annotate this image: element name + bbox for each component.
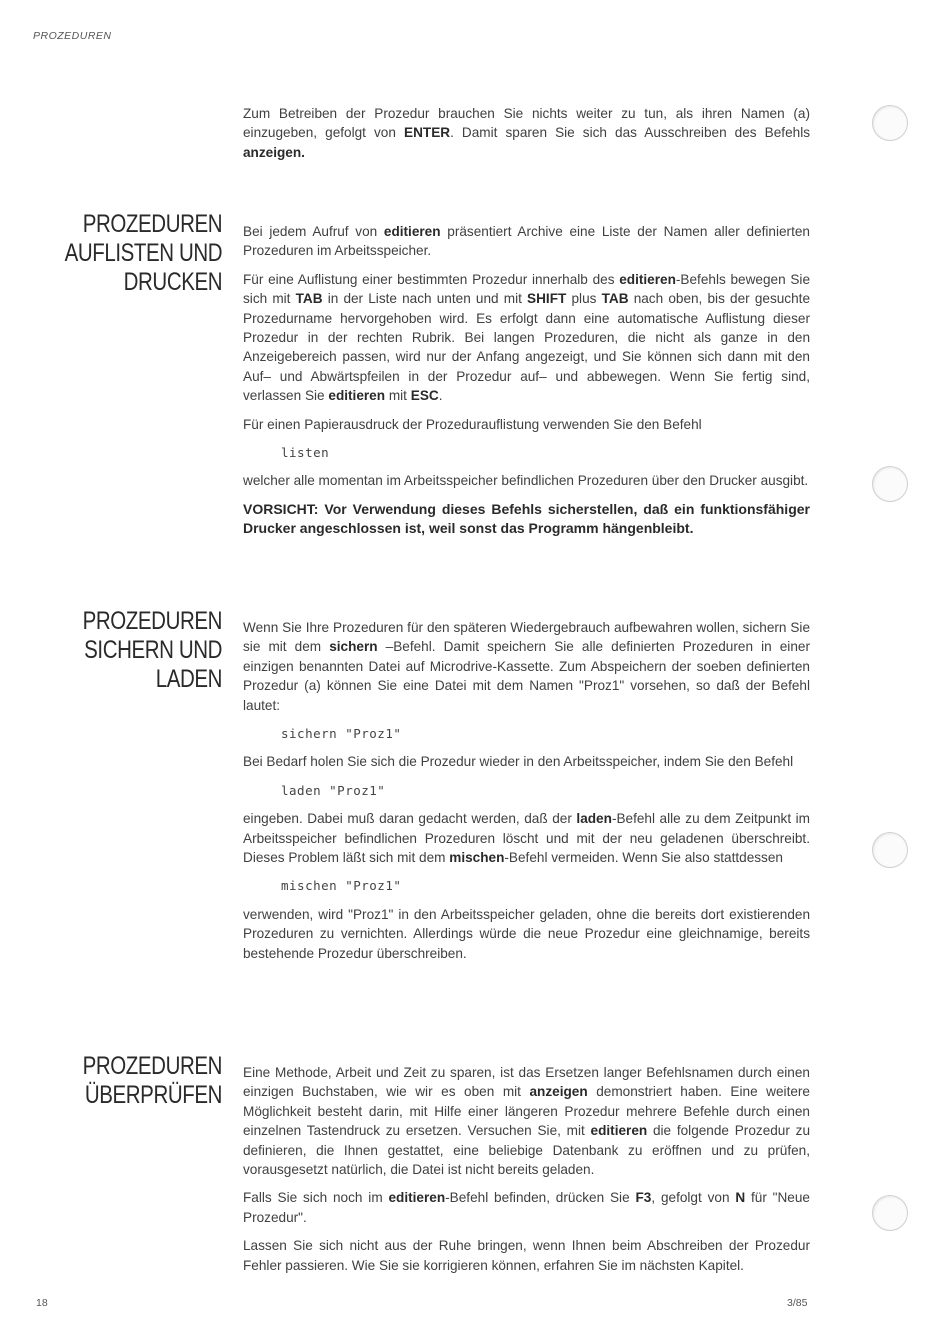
section-heading-check [83,1052,222,1110]
code-laden: laden "Proz1" [281,782,386,798]
punch-hole [872,466,908,502]
heading-line: DRUCKEN [123,268,222,296]
bold-term: F3 [635,1190,652,1206]
section-body-save [243,618,810,963]
heading-line: ÜBERPRÜFEN [84,1081,222,1109]
heading-line: PROZEDUREN [82,1052,222,1080]
intro-paragraph: Zum Betreiben der Prozedur brauchen Sie nichts weiter zu tun, als ihren Namen (a) einzugeben, gefolgt von ENTER. Damit sparen Sie sich das Ausschreiben des Befehls anzeigen. [243,106,811,160]
bold-term: editieren [619,271,676,287]
bold-term: editieren [383,224,441,239]
paragraph: Wenn Sie Ihre Prozeduren für den späteren Wiedergebrauch aufbewahren wollen, sichern Sie sie mit dem sichern –Befehl. Damit speichern Sie alle definierten Prozeduren in einer einzigen benannten Datei auf Microdrive-Kassette. Zum Abspeichern der soeben definierten Prozedur (a) können Sie eine Datei mit dem Namen "Proz1" vorsehen, so daß der Befehl lautet: [243,620,810,713]
bold-term: SHIFT [527,291,567,307]
paragraph: Für eine Auflistung einer bestimmten Prozedur innerhalb des editieren-Befehls bewegen Sie sich mit TAB in der Liste nach unten und mit SHIFT plus TAB nach oben, bis der gesuchte Prozedurname hervorgehoben wird. Es erfolgt dann eine automatische Auflistung dieser Prozedur in der rechten Rubrik. Bei langen Prozeduren, die nicht als ganze in den Anzeigebereich passen, wird nur der Anfang angezeigt, und Sie können sich dann mit den Auf– und Abwärtspfeilen in der Prozedur auf– und abbewegen. Wenn Sie fertig sind, verlassen Sie editieren mit ESC. [243,271,811,404]
paragraph: Für einen Papierausdruck der Prozedurauflistung verwenden Sie den Befehl [243,416,702,432]
warning-text: VORSICHT: Vor Verwendung dieses Befehls sicherstellen, daß ein funktionsfähiger Drucker angeschlossen ist, weil sonst das Programm hängenbleibt. [243,500,810,537]
bold-term: TAB [295,291,323,307]
punch-hole [872,832,908,868]
paragraph: Falls Sie sich noch im editieren-Befehl befinden, drücken Sie F3, gefolgt von N für "Neue Prozedur". [243,1190,810,1225]
paragraph: eingeben. Dabei muß daran gedacht werden, daß der laden-Befehl alle zu dem Zeitpunkt im Arbeitsspeicher befindlichen Prozeduren löscht und mit der neu geladenen überschreibt. Dieses Problem läßt sich mit dem mischen-Befehl vermeiden. Wenn Sie also stattdessen [243,811,810,866]
page-number: 18 [36,1297,48,1309]
heading-line: AUFLISTEN UND [64,239,222,267]
paragraph: verwenden, wird "Proz1" in den Arbeitsspeicher geladen, ohne die bereits dort existierenden Prozeduren zu vernichten. Allerdings würde die neue Prozedur eine gleichnamige, bereits bestehende Prozedur überschreiben. [243,906,810,961]
bold-term: editieren [388,1190,446,1206]
bold-term: TAB [601,291,629,307]
bold-term: ENTER [404,125,451,141]
section-body-list [243,222,810,539]
bold-term: editieren [328,388,386,404]
code-sichern: sichern "Proz1" [281,726,402,742]
heading-line: SICHERN UND [84,636,222,664]
paragraph: welcher alle momentan im Arbeitsspeicher befindlichen Prozeduren über den Drucker ausgibt. [243,473,809,489]
heading-line: LADEN [155,665,222,693]
bold-term: N [735,1190,746,1206]
bold-term: sichern [329,639,378,655]
paragraph: Eine Methode, Arbeit und Zeit zu sparen, ist das Ersetzen langer Befehlsnamen durch einen einzigen Buchstaben, wie wir es oben mit anzeigen demonstriert haben. Eine weitere Möglichkeit besteht darin, mit Hilfe einer längeren Prozedur mehrere Befehle durch einen einzelnen Tastendruck zu ersetzen. Versuchen Sie, mit editieren die folgende Prozedur zu definieren, die Ihnen gestattet, eine beliebige Datenbank zu eröffnen und zu prüfen, vorausgesetzt natürlich, die Datei ist nicht bereits geladen. [243,1065,810,1178]
punch-hole [872,1195,908,1231]
heading-line: PROZEDUREN [82,607,222,635]
edition-date: 3/85 [787,1297,808,1309]
code-mischen: mischen "Proz1" [281,878,402,894]
section-heading-list [64,210,222,297]
heading-line: PROZEDUREN [82,210,222,238]
paragraph: Lassen Sie sich nicht aus der Ruhe bringen, wenn Ihnen beim Abschreiben der Prozedur Fehler passieren. Wie Sie sie korrigieren können, erfahren Sie im nächsten Kapitel. [243,1238,810,1273]
punch-hole [872,105,908,141]
bold-term: laden [576,811,612,827]
code-listen: listen [281,445,330,461]
bold-term: anzeigen [529,1084,588,1100]
paragraph: Bei jedem Aufruf von editieren präsentiert Archive eine Liste der Namen aller definierten Prozeduren im Arbeitsspeicher. [243,224,810,259]
bold-term: mischen [449,850,505,866]
paragraph: Bei Bedarf holen Sie sich die Prozedur wieder in den Arbeitsspeicher, indem Sie den Befehl [243,754,794,770]
bold-term: editieren [590,1123,648,1139]
section-body-check [243,1063,810,1275]
section-heading-save [83,607,222,694]
bold-term: ESC [410,388,439,404]
running-header: PROZEDUREN [33,30,112,42]
bold-term: anzeigen. [243,144,305,160]
intro-block [243,104,810,162]
